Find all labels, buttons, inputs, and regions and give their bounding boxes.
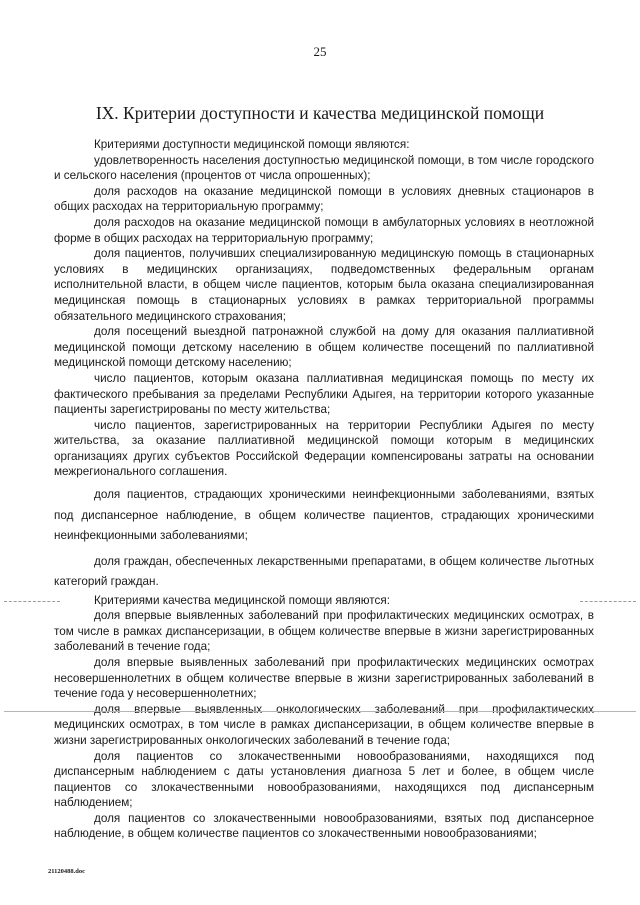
paragraph-satisfaction: удовлетворенность населения доступностью медицинской помощи, в том числе городского и сельского населения (процентов от числа опрошенных); [54,153,594,183]
paragraph-palliative-compensation: число пациентов, зарегистрированных на территории Республики Адыгея по месту жительства, за оказание паллиативной медицинской помощи которым в медицинских организациях других субъектов Российской Федерации компенсированы затраты на основании межрегионального соглашения. [54,418,594,479]
page-number: 25 [313,44,327,59]
paragraph-specialized-care-share: доля пациентов, получивших специализированную медицинскую помощь в стационарных условиях в медицинских организациях, подведомственных федеральным органам исполнительной власти, в общем числе пациентов, которым была оказана специализированная медицинская помощь в стационарных условиях в рамках территориальной программы обязательного медицинского страхования; [54,247,594,323]
paragraph-day-hospital-expenses: доля расходов на оказание медицинской помощи в условиях дневных стационаров в общих расходах на территориальную программу; [54,184,594,214]
paragraph-accessibility-criteria-intro: Критериями доступности медицинской помощи являются: [94,138,410,151]
paragraph-first-detected-diseases: доля впервые выявленных заболеваний при профилактических медицинских осмотрах, в том числе в рамках диспансеризации, в общем количестве впервые в жизни зарегистрированных заболеваний в течение года; [54,609,594,654]
paragraph-first-detected-minors: доля впервые выявленных заболеваний при профилактических медицинских осмотрах несовершеннолетних в общем количестве впервые в жизни зарегистрированных заболеваний в течение года у несовершеннолетних; [54,655,594,701]
paragraph-medicines-provision: доля граждан, обеспеченных лекарственными препаратами, в общем количестве льготных категорий граждан. [54,554,594,589]
paragraph-quality-criteria-intro: Критериями качества медицинской помощи являются: [94,593,390,607]
section-heading: IX. Критерии доступности и качества медицинской помощи [95,103,545,123]
scan-artifact-line [4,711,636,712]
scan-artifact-line [580,601,636,602]
document-footer-filename: 21120488.doc [48,868,86,875]
paragraph-chronic-diseases: доля пациентов, страдающих хроническими неинфекционными заболеваниями, взятых под диспансерное наблюдение, в общем количестве пациентов, страдающих хроническими неинфекционными заболеваниями; [54,488,594,543]
paragraph-palliative-outside-region: число пациентов, которым оказана паллиативная медицинская помощь по месту их фактического пребывания за пределами Республики Адыгея, на территории которого указанные пациенты зарегистрированы по месту жительства; [54,371,594,417]
paragraph-first-detected-oncology: доля впервые выявленных онкологических заболеваний при профилактических медицинских осмотрах, в том числе в рамках диспансеризации, в общем количестве впервые в жизни зарегистрированных онкологических заболеваний в течение года; [54,702,594,747]
document-body [54,137,594,842]
scan-artifact-line [4,601,60,602]
paragraph-oncology-dispensary: доля пациентов со злокачественными новообразованиями, взятых под диспансерное наблюдение, в общем количестве пациентов со злокачественными новообразованиями; [54,811,594,841]
paragraph-ambulatory-expenses: доля расходов на оказание медицинской помощи в амбулаторных условиях в неотложной форме в общих расходах на территориальную программу; [54,215,594,245]
paragraph-oncology-5-years: доля пациентов со злокачественными новообразованиями, находящихся под диспансерным наблюдением с даты установления диагноза 5 лет и более, в общем числе пациентов со злокачественными новообразованиями, находящихся под диспансерным наблюдением; [54,749,594,810]
paragraph-palliative-visits-children: доля посещений выездной патронажной службой на дому для оказания паллиативной медицинской помощи детскому населению в общем количестве посещений по паллиативной медицинской помощи детскому населению; [54,325,594,370]
